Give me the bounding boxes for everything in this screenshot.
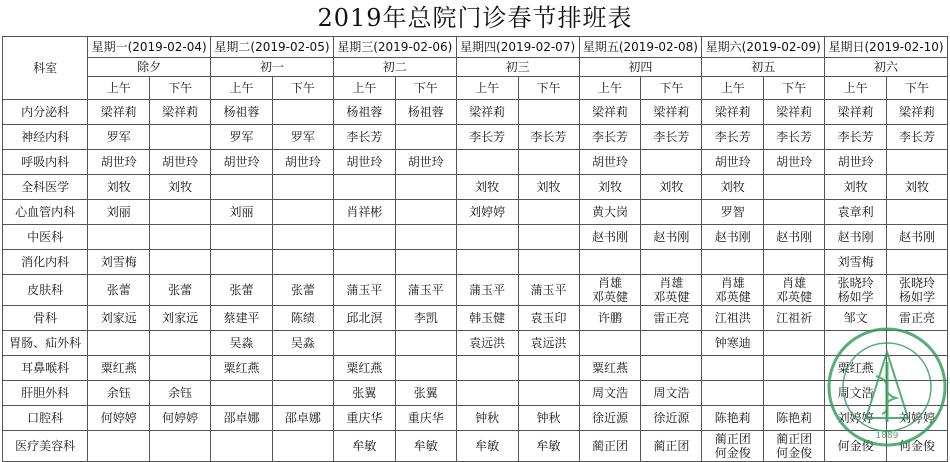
shift-cell: 梁祥莉 xyxy=(150,100,211,125)
shift-cell: 罗军 xyxy=(272,125,333,150)
shift-cell: 胡世玲 xyxy=(825,150,887,175)
shift-cell: 牟敏 xyxy=(456,431,518,462)
doctor-name: 何金俊 xyxy=(714,446,751,460)
dept-name: 全科医学 xyxy=(3,175,88,200)
dept-name: 皮肤科 xyxy=(3,275,88,306)
shift-cell xyxy=(395,331,456,356)
shift-cell xyxy=(518,225,579,250)
shift-cell xyxy=(395,250,456,275)
shift-cell: 许鹏 xyxy=(579,306,641,331)
shift-cell xyxy=(641,150,702,175)
shift-cell xyxy=(579,250,641,275)
shift-cell: 刘牧 xyxy=(150,175,211,200)
shift-cell xyxy=(150,200,211,225)
shift-cell xyxy=(150,125,211,150)
shift-cell: 李长芳 xyxy=(702,125,764,150)
shift-cell: 蒲玉平 xyxy=(395,275,456,306)
shift-cell: 邱北溟 xyxy=(333,306,395,331)
shift-cell xyxy=(764,275,825,306)
table-row xyxy=(3,125,948,150)
shift-cell: 杨祖蓉 xyxy=(395,100,456,125)
dept-name: 神经内科 xyxy=(3,125,88,150)
shift-cell: 赵书刚 xyxy=(641,225,702,250)
shift-cell xyxy=(395,225,456,250)
doctor-name: 肖雄 xyxy=(782,276,807,290)
shift-cell xyxy=(764,381,825,406)
shift-cell: 罗智 xyxy=(702,200,764,225)
shift-cell: 梁祥莉 xyxy=(641,100,702,125)
shift-cell: 余钰 xyxy=(150,381,211,406)
shift-cell xyxy=(764,431,825,462)
shift-cell xyxy=(395,125,456,150)
shift-cell: 肖祥彬 xyxy=(333,200,395,225)
shift-cell: 蒲玉平 xyxy=(333,275,395,306)
page-title: 2019年总院门诊春节排班表 xyxy=(317,4,633,32)
shift-cell: 吴淼 xyxy=(211,331,273,356)
shift-cell xyxy=(702,356,764,381)
day-header: 星期一(2019-02-04) xyxy=(88,37,211,58)
shift-cell: 徐近源 xyxy=(641,406,702,431)
shift-cell: 李长芳 xyxy=(456,125,518,150)
shift-cell: 张蕾 xyxy=(88,275,150,306)
shift-cell xyxy=(702,431,764,462)
shift-cell xyxy=(641,200,702,225)
shift-cell: 李凯 xyxy=(395,306,456,331)
doctor-name: 邓英健 xyxy=(653,290,690,304)
table-row xyxy=(3,275,948,306)
shift-cell xyxy=(702,381,764,406)
shift-cell: 蔺正团 xyxy=(641,431,702,462)
shift-cell: 刘丽 xyxy=(211,200,273,225)
table-row xyxy=(3,306,948,331)
shift-cell xyxy=(641,250,702,275)
shift-cell: 赵书刚 xyxy=(825,225,887,250)
shift-cell xyxy=(887,150,948,175)
am-header: 上午 xyxy=(333,77,395,100)
shift-cell: 张翼 xyxy=(395,381,456,406)
shift-cell: 黄大岗 xyxy=(579,200,641,225)
dept-name: 心血管内科 xyxy=(3,200,88,225)
shift-cell: 吴淼 xyxy=(272,331,333,356)
shift-cell: 袁章利 xyxy=(825,200,887,225)
table-row xyxy=(3,331,948,356)
shift-cell xyxy=(887,200,948,225)
pm-header: 下午 xyxy=(150,77,211,100)
shift-cell: 牟敏 xyxy=(395,431,456,462)
shift-cell: 周文浩 xyxy=(641,381,702,406)
shift-cell: 何婷婷 xyxy=(150,406,211,431)
shift-cell: 邹文 xyxy=(825,306,887,331)
shift-cell: 袁远洪 xyxy=(456,331,518,356)
dept-name: 胃肠、疝外科 xyxy=(3,331,88,356)
doctor-name: 邓英健 xyxy=(714,290,751,304)
shift-cell xyxy=(88,431,150,462)
doctor-name: 肖雄 xyxy=(659,276,684,290)
doctor-name: 何金俊 xyxy=(776,446,813,460)
shift-cell xyxy=(764,331,825,356)
shift-cell: 江祖洪 xyxy=(702,306,764,331)
doctor-name: 肖雄 xyxy=(720,276,745,290)
shift-cell xyxy=(579,331,641,356)
shift-cell xyxy=(456,150,518,175)
shift-cell xyxy=(150,431,211,462)
shift-cell: 张蕾 xyxy=(211,275,273,306)
shift-cell: 胡世玲 xyxy=(150,150,211,175)
dept-name: 医疗美容科 xyxy=(3,431,88,462)
shift-cell: 雷正亮 xyxy=(641,306,702,331)
shift-cell: 李长芳 xyxy=(333,125,395,150)
shift-cell: 李长芳 xyxy=(518,125,579,150)
shift-cell: 李长芳 xyxy=(764,125,825,150)
shift-cell: 刘牧 xyxy=(456,175,518,200)
shift-cell: 胡世玲 xyxy=(211,150,273,175)
holiday-header: 初三 xyxy=(456,58,579,77)
table-row xyxy=(3,431,948,462)
shift-cell: 胡世玲 xyxy=(702,150,764,175)
shift-cell xyxy=(333,225,395,250)
shift-cell: 钟秋 xyxy=(456,406,518,431)
shift-cell xyxy=(456,225,518,250)
holiday-header: 初一 xyxy=(211,58,334,77)
shift-cell: 牟敏 xyxy=(518,431,579,462)
shift-cell xyxy=(518,100,579,125)
shift-cell: 牟敏 xyxy=(333,431,395,462)
shift-cell xyxy=(518,200,579,225)
day-header: 星期日(2019-02-10) xyxy=(825,37,948,58)
shift-cell: 胡世玲 xyxy=(395,150,456,175)
shift-cell: 粟红燕 xyxy=(579,356,641,381)
shift-cell: 张蕾 xyxy=(150,275,211,306)
shift-cell xyxy=(518,150,579,175)
shift-cell xyxy=(150,331,211,356)
shift-cell: 蒲玉平 xyxy=(518,275,579,306)
shift-cell: 李长芳 xyxy=(641,125,702,150)
shift-cell: 周文浩 xyxy=(825,381,887,406)
shift-cell: 袁玉印 xyxy=(518,306,579,331)
shift-cell: 刘牧 xyxy=(702,175,764,200)
day-header: 星期二(2019-02-05) xyxy=(211,37,334,58)
shift-cell xyxy=(764,250,825,275)
shift-cell xyxy=(272,250,333,275)
shift-cell: 徐近源 xyxy=(579,406,641,431)
shift-cell: 刘婷婷 xyxy=(887,406,948,431)
shift-cell: 粟红燕 xyxy=(211,356,273,381)
shift-cell: 胡世玲 xyxy=(764,150,825,175)
pm-header: 下午 xyxy=(764,77,825,100)
shift-cell: 蔡建平 xyxy=(211,306,273,331)
shift-cell xyxy=(825,275,887,306)
shift-cell: 雷正亮 xyxy=(887,306,948,331)
shift-cell: 胡世玲 xyxy=(272,150,333,175)
am-header: 上午 xyxy=(825,77,887,100)
doctor-name: 杨如学 xyxy=(837,290,874,304)
shift-cell: 梁祥莉 xyxy=(456,100,518,125)
table-row xyxy=(3,100,948,125)
shift-cell: 刘丽 xyxy=(88,200,150,225)
pm-header: 下午 xyxy=(272,77,333,100)
holiday-header: 初二 xyxy=(333,58,456,77)
shift-cell xyxy=(333,250,395,275)
shift-cell: 李长芳 xyxy=(887,125,948,150)
shift-cell xyxy=(395,175,456,200)
shift-cell: 重庆华 xyxy=(395,406,456,431)
shift-cell: 胡世玲 xyxy=(579,150,641,175)
shift-cell xyxy=(211,431,273,462)
day-header: 星期三(2019-02-06) xyxy=(333,37,456,58)
shift-cell: 蔺正团 xyxy=(579,431,641,462)
shift-cell: 何婷婷 xyxy=(88,406,150,431)
shift-cell: 袁远洪 xyxy=(518,331,579,356)
dept-name: 耳鼻喉科 xyxy=(3,356,88,381)
day-header: 星期五(2019-02-08) xyxy=(579,37,702,58)
shift-cell: 罗军 xyxy=(88,125,150,150)
shift-cell: 赵书刚 xyxy=(764,225,825,250)
shift-cell xyxy=(88,225,150,250)
shift-cell xyxy=(272,200,333,225)
shift-cell xyxy=(887,250,948,275)
shift-cell xyxy=(887,381,948,406)
shift-cell xyxy=(211,250,273,275)
table-row xyxy=(3,150,948,175)
shift-cell: 刘雪梅 xyxy=(825,250,887,275)
shift-cell xyxy=(887,275,948,306)
doctor-name: 蔺正团 xyxy=(776,432,813,446)
shift-cell: 余钰 xyxy=(88,381,150,406)
shift-cell xyxy=(887,331,948,356)
shift-cell: 刘雪梅 xyxy=(88,250,150,275)
seal-year: 1889 xyxy=(875,431,899,441)
shift-cell: 梁祥莉 xyxy=(702,100,764,125)
shift-cell xyxy=(456,381,518,406)
dept-name: 中医科 xyxy=(3,225,88,250)
holiday-header: 初五 xyxy=(702,58,825,77)
pm-header: 下午 xyxy=(641,77,702,100)
shift-cell: 何金俊 xyxy=(825,431,887,462)
shift-cell xyxy=(211,175,273,200)
shift-cell xyxy=(641,356,702,381)
header-row-periods xyxy=(3,77,948,100)
shift-cell xyxy=(702,275,764,306)
dept-name: 肝胆外科 xyxy=(3,381,88,406)
pm-header: 下午 xyxy=(887,77,948,100)
shift-cell: 周文浩 xyxy=(579,381,641,406)
day-header: 星期四(2019-02-07) xyxy=(456,37,579,58)
shift-cell xyxy=(211,381,273,406)
shift-cell xyxy=(764,175,825,200)
shift-cell: 陈绩 xyxy=(272,306,333,331)
shift-cell xyxy=(88,331,150,356)
shift-cell xyxy=(518,356,579,381)
shift-cell: 韩玉健 xyxy=(456,306,518,331)
shift-cell: 胡世玲 xyxy=(88,150,150,175)
shift-cell xyxy=(395,356,456,381)
shift-cell xyxy=(518,381,579,406)
doctor-name: 邓英健 xyxy=(591,290,628,304)
shift-cell: 刘牧 xyxy=(88,175,150,200)
day-header: 星期六(2019-02-09) xyxy=(702,37,825,58)
shift-cell xyxy=(272,175,333,200)
shift-cell: 重庆华 xyxy=(333,406,395,431)
dept-name: 呼吸内科 xyxy=(3,150,88,175)
shift-cell: 李长芳 xyxy=(579,125,641,150)
shift-cell xyxy=(150,250,211,275)
table-row xyxy=(3,175,948,200)
shift-cell: 何金俊 xyxy=(887,431,948,462)
shift-cell: 张翼 xyxy=(333,381,395,406)
shift-cell: 梁祥莉 xyxy=(579,100,641,125)
shift-cell: 邵卓娜 xyxy=(211,406,273,431)
shift-cell: 粟红燕 xyxy=(88,356,150,381)
shift-cell xyxy=(211,225,273,250)
pm-header: 下午 xyxy=(518,77,579,100)
doctor-name: 张晓玲 xyxy=(837,276,874,290)
dept-header: 科室 xyxy=(3,37,88,100)
shift-cell: 刘牧 xyxy=(518,175,579,200)
shift-cell: 钟秋 xyxy=(518,406,579,431)
shift-cell xyxy=(702,250,764,275)
shift-cell xyxy=(641,275,702,306)
shift-cell xyxy=(272,356,333,381)
shift-cell: 刘家远 xyxy=(88,306,150,331)
shift-cell xyxy=(641,331,702,356)
shift-cell: 赵书刚 xyxy=(887,225,948,250)
am-header: 上午 xyxy=(702,77,764,100)
dept-name: 消化内科 xyxy=(3,250,88,275)
doctor-name: 张晓玲 xyxy=(899,276,936,290)
am-header: 上午 xyxy=(579,77,641,100)
shift-cell xyxy=(887,356,948,381)
shift-cell xyxy=(825,331,887,356)
doctor-name: 邓英健 xyxy=(776,290,813,304)
shift-cell: 陈艳莉 xyxy=(702,406,764,431)
shift-cell xyxy=(579,275,641,306)
shift-cell: 胡世玲 xyxy=(333,150,395,175)
shift-cell: 刘牧 xyxy=(825,175,887,200)
holiday-header: 初六 xyxy=(825,58,948,77)
shift-cell xyxy=(272,431,333,462)
table-row xyxy=(3,356,948,381)
shift-cell xyxy=(150,356,211,381)
am-header: 上午 xyxy=(211,77,273,100)
shift-cell: 粟红燕 xyxy=(333,356,395,381)
shift-cell: 刘牧 xyxy=(641,175,702,200)
shift-cell xyxy=(272,100,333,125)
shift-cell: 邵卓娜 xyxy=(272,406,333,431)
shift-cell: 陈艳莉 xyxy=(764,406,825,431)
shift-cell: 赵书刚 xyxy=(579,225,641,250)
shift-cell: 钟寒迪 xyxy=(702,331,764,356)
table-row xyxy=(3,200,948,225)
holiday-header: 初四 xyxy=(579,58,702,77)
dept-name: 内分泌科 xyxy=(3,100,88,125)
shift-cell xyxy=(150,225,211,250)
doctor-name: 肖雄 xyxy=(597,276,622,290)
shift-cell xyxy=(518,250,579,275)
doctor-name: 蔺正团 xyxy=(714,432,751,446)
shift-cell xyxy=(456,250,518,275)
shift-cell xyxy=(764,200,825,225)
shift-cell: 江祖祈 xyxy=(764,306,825,331)
shift-cell: 李长芳 xyxy=(825,125,887,150)
shift-cell: 赵书刚 xyxy=(702,225,764,250)
am-header: 上午 xyxy=(88,77,150,100)
table-row xyxy=(3,381,948,406)
header-row-holidays xyxy=(3,58,948,77)
shift-cell xyxy=(456,356,518,381)
shift-cell: 粟红燕 xyxy=(825,356,887,381)
shift-cell: 刘婷婷 xyxy=(456,200,518,225)
shift-cell xyxy=(764,356,825,381)
shift-cell: 梁祥莉 xyxy=(88,100,150,125)
shift-cell: 梁祥莉 xyxy=(825,100,887,125)
dept-name: 骨科 xyxy=(3,306,88,331)
table-row xyxy=(3,250,948,275)
shift-cell: 刘家远 xyxy=(150,306,211,331)
shift-cell: 杨祖蓉 xyxy=(211,100,273,125)
schedule-table xyxy=(2,36,948,462)
shift-cell: 刘牧 xyxy=(887,175,948,200)
am-header: 上午 xyxy=(456,77,518,100)
shift-cell xyxy=(272,225,333,250)
shift-cell xyxy=(333,175,395,200)
table-row xyxy=(3,225,948,250)
shift-cell: 张蕾 xyxy=(272,275,333,306)
table-row xyxy=(3,406,948,431)
shift-cell: 梁祥莉 xyxy=(887,100,948,125)
shift-cell: 蒲玉平 xyxy=(456,275,518,306)
shift-cell: 杨祖蓉 xyxy=(333,100,395,125)
dept-name: 口腔科 xyxy=(3,406,88,431)
doctor-name: 杨如学 xyxy=(899,290,936,304)
shift-cell: 梁祥莉 xyxy=(764,100,825,125)
shift-cell xyxy=(272,381,333,406)
pm-header: 下午 xyxy=(395,77,456,100)
shift-cell xyxy=(333,331,395,356)
shift-cell: 刘牧 xyxy=(579,175,641,200)
holiday-header: 除夕 xyxy=(88,58,211,77)
shift-cell xyxy=(395,200,456,225)
shift-cell: 罗军 xyxy=(211,125,273,150)
header-row-days xyxy=(3,37,948,58)
shift-cell: 刘婷婷 xyxy=(825,406,887,431)
